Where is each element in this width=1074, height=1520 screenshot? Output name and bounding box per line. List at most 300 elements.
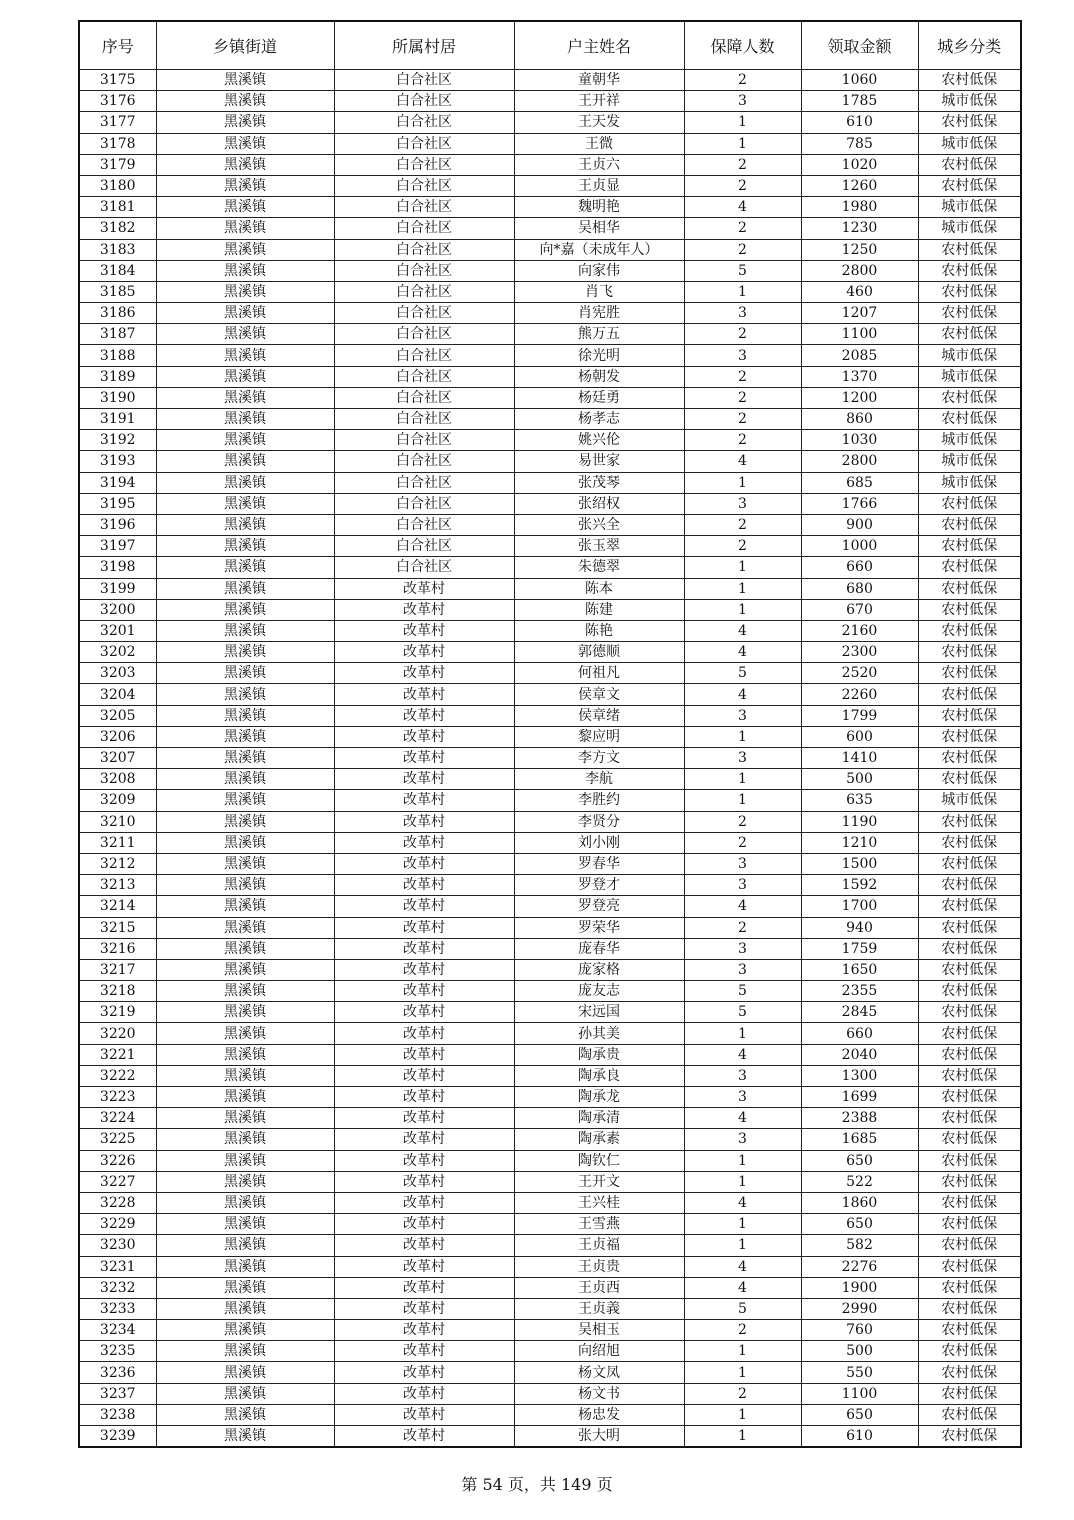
cell-householder-name: 杨朝发 [514,366,684,387]
cell-covered-persons: 4 [684,1277,801,1298]
cell-amount: 1785 [801,91,918,112]
cell-serial-number: 3225 [79,1129,156,1150]
cell-category: 农村低保 [918,917,1021,938]
cell-amount: 860 [801,409,918,430]
cell-serial-number: 3218 [79,981,156,1002]
cell-serial-number: 3175 [79,70,156,91]
cell-town: 黑溪镇 [156,409,334,430]
cell-town: 黑溪镇 [156,705,334,726]
cell-amount: 1030 [801,430,918,451]
cell-category: 农村低保 [918,620,1021,641]
cell-category: 农村低保 [918,1108,1021,1129]
cell-category: 农村低保 [918,1171,1021,1192]
cell-householder-name: 陶承良 [514,1065,684,1086]
cell-householder-name: 李航 [514,769,684,790]
table-row [79,260,1021,281]
cell-town: 黑溪镇 [156,1298,334,1319]
cell-town: 黑溪镇 [156,345,334,366]
cell-village: 改革村 [334,1235,514,1256]
cell-category: 农村低保 [918,514,1021,535]
cell-village: 白合社区 [334,91,514,112]
cell-amount: 1020 [801,154,918,175]
cell-category: 农村低保 [918,324,1021,345]
table-row [79,514,1021,535]
cell-category: 农村低保 [918,493,1021,514]
cell-covered-persons: 3 [684,493,801,514]
cell-town: 黑溪镇 [156,1108,334,1129]
cell-householder-name: 张茂琴 [514,472,684,493]
cell-village: 白合社区 [334,366,514,387]
cell-category: 农村低保 [918,1087,1021,1108]
cell-amount: 1700 [801,896,918,917]
table-row [79,938,1021,959]
cell-serial-number: 3214 [79,896,156,917]
cell-householder-name: 张大明 [514,1426,684,1448]
cell-householder-name: 王天发 [514,112,684,133]
cell-town: 黑溪镇 [156,536,334,557]
cell-householder-name: 王雪燕 [514,1214,684,1235]
cell-serial-number: 3216 [79,938,156,959]
table-row [79,1044,1021,1065]
cell-householder-name: 侯章绪 [514,705,684,726]
cell-householder-name: 陶钦仁 [514,1150,684,1171]
cell-serial-number: 3231 [79,1256,156,1277]
cell-covered-persons: 1 [684,1023,801,1044]
cell-householder-name: 熊万五 [514,324,684,345]
cell-serial-number: 3180 [79,175,156,196]
cell-amount: 1100 [801,1383,918,1404]
cell-category: 农村低保 [918,70,1021,91]
cell-town: 黑溪镇 [156,1171,334,1192]
cell-amount: 1699 [801,1087,918,1108]
cell-serial-number: 3183 [79,239,156,260]
cell-householder-name: 王贞显 [514,175,684,196]
cell-amount: 2300 [801,642,918,663]
cell-covered-persons: 5 [684,1002,801,1023]
cell-category: 农村低保 [918,1150,1021,1171]
cell-householder-name: 罗春华 [514,853,684,874]
cell-covered-persons: 4 [684,1108,801,1129]
cell-amount: 900 [801,514,918,535]
cell-covered-persons: 4 [684,896,801,917]
cell-village: 改革村 [334,1023,514,1044]
cell-village: 白合社区 [334,175,514,196]
cell-village: 白合社区 [334,557,514,578]
cell-serial-number: 3230 [79,1235,156,1256]
cell-covered-persons: 3 [684,705,801,726]
cell-village: 改革村 [334,769,514,790]
cell-serial-number: 3215 [79,917,156,938]
cell-householder-name: 张玉翠 [514,536,684,557]
cell-amount: 1799 [801,705,918,726]
cell-village: 改革村 [334,938,514,959]
cell-covered-persons: 2 [684,917,801,938]
cell-village: 白合社区 [334,324,514,345]
table-row [79,197,1021,218]
cell-town: 黑溪镇 [156,875,334,896]
cell-amount: 940 [801,917,918,938]
cell-serial-number: 3220 [79,1023,156,1044]
cell-category: 农村低保 [918,1383,1021,1404]
cell-serial-number: 3186 [79,303,156,324]
cell-village: 改革村 [334,663,514,684]
table-row [79,1023,1021,1044]
cell-householder-name: 王贞六 [514,154,684,175]
cell-category: 农村低保 [918,1404,1021,1425]
cell-category: 农村低保 [918,536,1021,557]
table-row [79,345,1021,366]
cell-town: 黑溪镇 [156,493,334,514]
cell-amount: 1100 [801,324,918,345]
header-amount-received: 领取金额 [801,21,918,70]
cell-town: 黑溪镇 [156,175,334,196]
cell-town: 黑溪镇 [156,387,334,408]
table-row [79,1087,1021,1108]
cell-serial-number: 3229 [79,1214,156,1235]
cell-village: 改革村 [334,1277,514,1298]
cell-village: 改革村 [334,620,514,641]
table-row [79,981,1021,1002]
cell-serial-number: 3212 [79,853,156,874]
cell-village: 改革村 [334,1192,514,1213]
cell-town: 黑溪镇 [156,1044,334,1065]
header-urban-rural-category: 城乡分类 [918,21,1021,70]
cell-covered-persons: 1 [684,726,801,747]
cell-town: 黑溪镇 [156,1320,334,1341]
cell-covered-persons: 3 [684,853,801,874]
cell-town: 黑溪镇 [156,1256,334,1277]
cell-village: 改革村 [334,578,514,599]
cell-householder-name: 向*嘉（未成年人） [514,239,684,260]
table-row [79,1192,1021,1213]
cell-householder-name: 王兴桂 [514,1192,684,1213]
table-row [79,875,1021,896]
cell-householder-name: 王贞西 [514,1277,684,1298]
cell-householder-name: 陈艳 [514,620,684,641]
cell-serial-number: 3176 [79,91,156,112]
cell-village: 白合社区 [334,112,514,133]
cell-village: 白合社区 [334,430,514,451]
cell-category: 农村低保 [918,260,1021,281]
cell-serial-number: 3219 [79,1002,156,1023]
table-row [79,1404,1021,1425]
cell-amount: 1685 [801,1129,918,1150]
cell-householder-name: 姚兴伦 [514,430,684,451]
cell-amount: 1207 [801,303,918,324]
table-row [79,557,1021,578]
cell-amount: 1190 [801,811,918,832]
cell-amount: 2276 [801,1256,918,1277]
cell-category: 城市低保 [918,366,1021,387]
cell-category: 农村低保 [918,642,1021,663]
cell-covered-persons: 3 [684,748,801,769]
cell-covered-persons: 1 [684,112,801,133]
cell-town: 黑溪镇 [156,239,334,260]
cell-serial-number: 3185 [79,281,156,302]
header-householder-name: 户主姓名 [514,21,684,70]
cell-householder-name: 陶承龙 [514,1087,684,1108]
cell-householder-name: 李胜约 [514,790,684,811]
cell-town: 黑溪镇 [156,514,334,535]
cell-serial-number: 3208 [79,769,156,790]
cell-village: 改革村 [334,1404,514,1425]
cell-village: 白合社区 [334,218,514,239]
cell-serial-number: 3205 [79,705,156,726]
table-row [79,451,1021,472]
cell-amount: 2388 [801,1108,918,1129]
table-row [79,684,1021,705]
cell-serial-number: 3239 [79,1426,156,1448]
cell-amount: 522 [801,1171,918,1192]
table-row [79,1277,1021,1298]
cell-serial-number: 3234 [79,1320,156,1341]
cell-covered-persons: 2 [684,324,801,345]
cell-category: 农村低保 [918,239,1021,260]
cell-amount: 2260 [801,684,918,705]
table-row [79,726,1021,747]
table-row [79,599,1021,620]
cell-town: 黑溪镇 [156,557,334,578]
cell-amount: 1000 [801,536,918,557]
cell-serial-number: 3178 [79,133,156,154]
cell-amount: 650 [801,1150,918,1171]
cell-covered-persons: 2 [684,239,801,260]
cell-serial-number: 3177 [79,112,156,133]
cell-village: 改革村 [334,726,514,747]
table-row [79,896,1021,917]
cell-covered-persons: 4 [684,620,801,641]
cell-village: 改革村 [334,981,514,1002]
cell-householder-name: 庞友志 [514,981,684,1002]
cell-village: 改革村 [334,1298,514,1319]
cell-covered-persons: 3 [684,345,801,366]
cell-category: 农村低保 [918,853,1021,874]
cell-village: 改革村 [334,1108,514,1129]
cell-serial-number: 3190 [79,387,156,408]
page-footer: 第 54 页，共 149 页 [461,1475,613,1494]
cell-amount: 2355 [801,981,918,1002]
cell-category: 城市低保 [918,133,1021,154]
cell-covered-persons: 1 [684,1341,801,1362]
cell-covered-persons: 2 [684,430,801,451]
table-row [79,112,1021,133]
cell-village: 改革村 [334,790,514,811]
cell-town: 黑溪镇 [156,938,334,959]
cell-town: 黑溪镇 [156,1023,334,1044]
table-row [79,1129,1021,1150]
table-row [79,536,1021,557]
cell-serial-number: 3194 [79,472,156,493]
cell-town: 黑溪镇 [156,1426,334,1448]
cell-householder-name: 杨文凤 [514,1362,684,1383]
cell-category: 农村低保 [918,1320,1021,1341]
cell-covered-persons: 1 [684,472,801,493]
cell-serial-number: 3224 [79,1108,156,1129]
cell-serial-number: 3233 [79,1298,156,1319]
table-row [79,917,1021,938]
cell-village: 改革村 [334,1256,514,1277]
cell-householder-name: 魏明艳 [514,197,684,218]
cell-category: 农村低保 [918,409,1021,430]
cell-category: 农村低保 [918,1277,1021,1298]
cell-covered-persons: 1 [684,1426,801,1448]
cell-covered-persons: 1 [684,1214,801,1235]
cell-covered-persons: 1 [684,599,801,620]
cell-serial-number: 3236 [79,1362,156,1383]
cell-serial-number: 3184 [79,260,156,281]
cell-town: 黑溪镇 [156,324,334,345]
table-row [79,959,1021,980]
table-row [79,1171,1021,1192]
cell-householder-name: 王微 [514,133,684,154]
cell-village: 改革村 [334,1129,514,1150]
table-row [79,493,1021,514]
cell-village: 改革村 [334,1362,514,1383]
cell-covered-persons: 3 [684,938,801,959]
cell-village: 改革村 [334,832,514,853]
cell-covered-persons: 2 [684,514,801,535]
cell-amount: 1300 [801,1065,918,1086]
cell-amount: 1230 [801,218,918,239]
cell-amount: 1900 [801,1277,918,1298]
cell-category: 农村低保 [918,981,1021,1002]
cell-householder-name: 朱德翠 [514,557,684,578]
cell-covered-persons: 3 [684,1129,801,1150]
header-row [79,21,1021,70]
table-row [79,281,1021,302]
table-row [79,1214,1021,1235]
cell-amount: 1592 [801,875,918,896]
cell-covered-persons: 1 [684,557,801,578]
cell-covered-persons: 2 [684,1383,801,1404]
table-row [79,1320,1021,1341]
table-row [79,409,1021,430]
cell-amount: 1210 [801,832,918,853]
cell-category: 城市低保 [918,218,1021,239]
cell-householder-name: 刘小刚 [514,832,684,853]
table-row [79,1002,1021,1023]
cell-householder-name: 宋远国 [514,1002,684,1023]
cell-serial-number: 3195 [79,493,156,514]
cell-serial-number: 3200 [79,599,156,620]
cell-category: 农村低保 [918,875,1021,896]
table-row [79,133,1021,154]
cell-town: 黑溪镇 [156,748,334,769]
cell-householder-name: 易世家 [514,451,684,472]
header-village-community: 所属村居 [334,21,514,70]
cell-serial-number: 3235 [79,1341,156,1362]
cell-householder-name: 王贞贵 [514,1256,684,1277]
cell-category: 农村低保 [918,938,1021,959]
table-row [79,769,1021,790]
table-header [79,21,1021,70]
cell-householder-name: 向绍旭 [514,1341,684,1362]
cell-amount: 1060 [801,70,918,91]
cell-amount: 550 [801,1362,918,1383]
header-covered-persons: 保障人数 [684,21,801,70]
cell-covered-persons: 2 [684,536,801,557]
cell-town: 黑溪镇 [156,1002,334,1023]
table-row [79,705,1021,726]
table-row [79,1298,1021,1319]
cell-serial-number: 3191 [79,409,156,430]
cell-town: 黑溪镇 [156,1341,334,1362]
cell-amount: 1200 [801,387,918,408]
cell-amount: 685 [801,472,918,493]
cell-category: 农村低保 [918,663,1021,684]
cell-category: 城市低保 [918,472,1021,493]
cell-category: 农村低保 [918,175,1021,196]
cell-village: 白合社区 [334,133,514,154]
cell-category: 农村低保 [918,769,1021,790]
cell-householder-name: 张绍权 [514,493,684,514]
cell-householder-name: 杨孝志 [514,409,684,430]
cell-amount: 760 [801,1320,918,1341]
cell-village: 改革村 [334,1150,514,1171]
cell-category: 农村低保 [918,1129,1021,1150]
cell-village: 改革村 [334,1065,514,1086]
cell-amount: 1860 [801,1192,918,1213]
table-row [79,1426,1021,1448]
cell-category: 农村低保 [918,896,1021,917]
cell-town: 黑溪镇 [156,112,334,133]
cell-village: 改革村 [334,748,514,769]
cell-serial-number: 3189 [79,366,156,387]
cell-town: 黑溪镇 [156,578,334,599]
cell-village: 白合社区 [334,514,514,535]
cell-category: 农村低保 [918,599,1021,620]
cell-covered-persons: 4 [684,1044,801,1065]
table-row [79,790,1021,811]
cell-householder-name: 李贤分 [514,811,684,832]
cell-town: 黑溪镇 [156,154,334,175]
table-row [79,366,1021,387]
cell-amount: 1980 [801,197,918,218]
cell-village: 改革村 [334,599,514,620]
cell-serial-number: 3179 [79,154,156,175]
cell-amount: 1250 [801,239,918,260]
cell-category: 农村低保 [918,811,1021,832]
cell-serial-number: 3213 [79,875,156,896]
cell-town: 黑溪镇 [156,599,334,620]
cell-serial-number: 3188 [79,345,156,366]
cell-covered-persons: 5 [684,260,801,281]
cell-covered-persons: 4 [684,197,801,218]
cell-householder-name: 罗登才 [514,875,684,896]
cell-householder-name: 吴相华 [514,218,684,239]
cell-town: 黑溪镇 [156,811,334,832]
cell-town: 黑溪镇 [156,260,334,281]
cell-village: 改革村 [334,1214,514,1235]
cell-covered-persons: 1 [684,769,801,790]
table-row [79,218,1021,239]
cell-town: 黑溪镇 [156,663,334,684]
cell-category: 农村低保 [918,705,1021,726]
table-row [79,853,1021,874]
cell-amount: 680 [801,578,918,599]
table-row [79,154,1021,175]
cell-amount: 660 [801,1023,918,1044]
table-body [79,70,1021,1448]
cell-serial-number: 3198 [79,557,156,578]
cell-householder-name: 张兴全 [514,514,684,535]
cell-village: 改革村 [334,1044,514,1065]
cell-town: 黑溪镇 [156,133,334,154]
cell-village: 白合社区 [334,70,514,91]
cell-town: 黑溪镇 [156,1277,334,1298]
cell-covered-persons: 5 [684,663,801,684]
cell-serial-number: 3197 [79,536,156,557]
